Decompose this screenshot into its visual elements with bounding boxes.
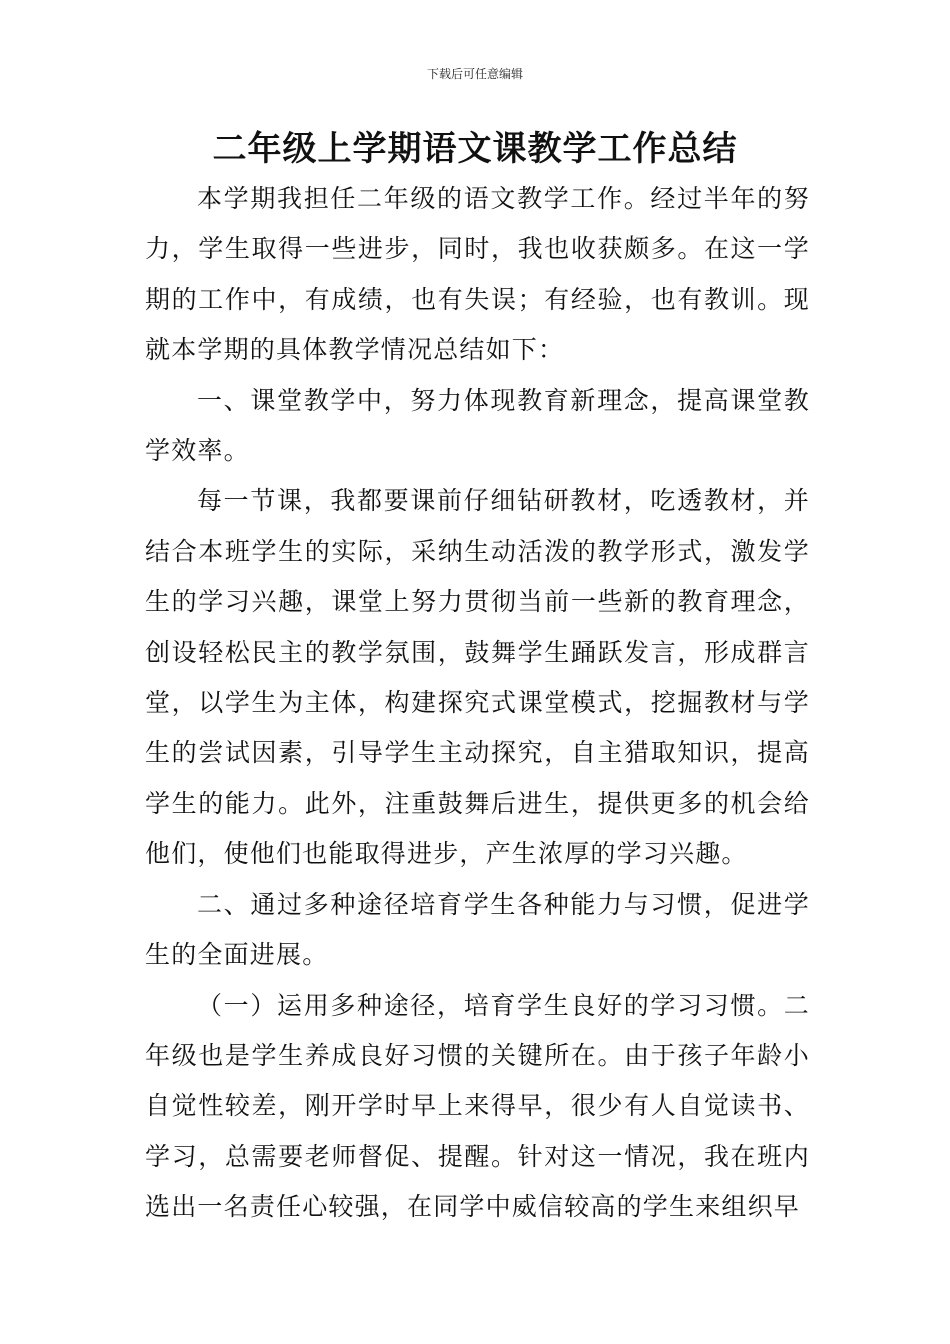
header-note: 下载后可任意编辑 xyxy=(426,67,523,81)
document-body xyxy=(145,174,810,1233)
paragraph-classroom-teaching: 每一节课，我都要课前仔细钻研教材，吃透教材，并结合本班学生的实际，采纳生动活泼的教学形式，激发学生的学习兴趣，课堂上努力贯彻当前一些新的教育理念，创设轻松民主的教学氛围，鼓舞学生踊跃发言，形成群言堂，以学生为主体，构建探究式课堂模式，挖掘教材与学生的尝试因素，引导学生主动探究，自主猎取知识，提高学生的能力。此外，注重鼓舞后进生，提供更多的机会给他们，使他们也能取得进步，产生浓厚的学习兴趣。 xyxy=(145,486,810,869)
paragraph-study-habits: （一）运用多种途径，培育学生良好的学习习惯。二年级也是学生养成良好习惯的关键所在。由于孩子年龄小自觉性较差，刚开学时早上来得早，很少有人自觉读书、学习，总需要老师督促、提醒。针对这一情况，我在班内选出一名责任心较强，在同学中威信较高的学生来组织早 xyxy=(145,990,810,1222)
paragraph-heading-1: 一、课堂教学中，努力体现教育新理念，提高课堂教学效率。 xyxy=(145,385,810,466)
paragraph-intro: 本学期我担任二年级的语文教学工作。经过半年的努力，学生取得一些进步，同时，我也收获颇多。在这一学期的工作中，有成绩，也有失误；有经验，也有教训。现就本学期的具体教学情况总结如下： xyxy=(145,184,810,365)
paragraph-heading-2: 二、通过多种途径培育学生各种能力与习惯，促进学生的全面进展。 xyxy=(145,889,810,970)
document-title: 二年级上学期语文课教学工作总结 xyxy=(212,129,738,169)
